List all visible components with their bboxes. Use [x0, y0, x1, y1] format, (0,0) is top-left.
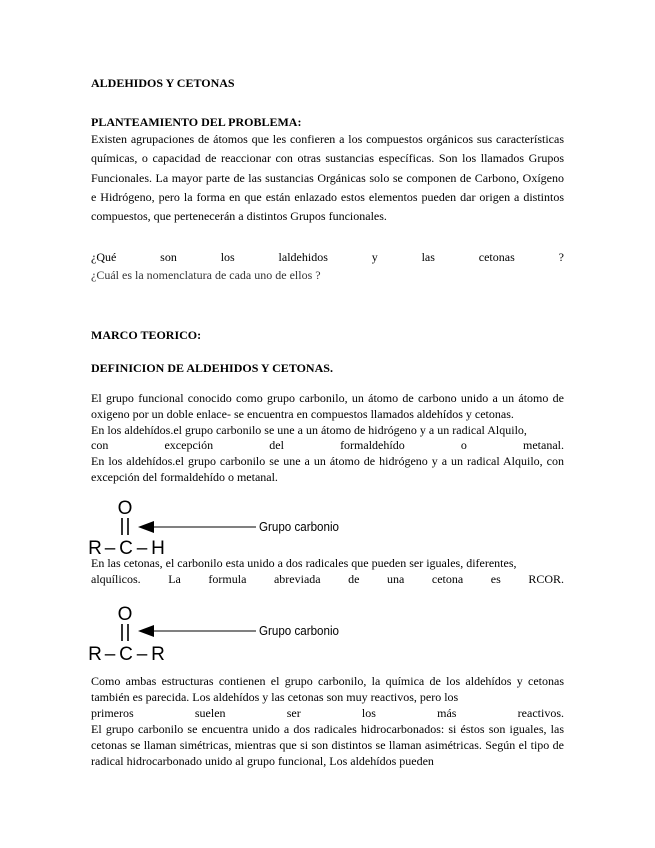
question-word: ¿Qué	[91, 250, 117, 264]
radical-r-atom: R	[151, 644, 165, 665]
planteamiento-paragraph: Existen agrupaciones de átomos que les confieren a los compuestos orgánicos sus características químicas, o capacidad de reaccionar con otras sustancias específicas. Son los llamados Grupos Funcionales. La mayor parte de las sustancias Orgánicas solo se componen de Carbono, Oxígeno e Hidrógeno, pero la forma en que están enlazado estos elementos pueden dar origen a distintos compuestos, que pertenecerán a distintos Grupos funcionales.	[91, 132, 564, 224]
planteamiento-heading: PLANTEAMIENTO DEL PROBLEMA:	[91, 115, 302, 129]
single-bond-dash: –	[136, 644, 148, 665]
arrow-head-icon	[138, 521, 154, 533]
question-word: laldehidos	[278, 250, 328, 264]
single-bond-dash: –	[136, 538, 148, 559]
marco-paragraph-5a: Como ambas estructuras contienen el grupo carbonilo, la química de los aldehídos y cetonas también es parecida. Los aldehídos y las cetonas son muy reactivos, pero los	[91, 674, 564, 704]
hydrogen-atom: H	[151, 538, 165, 559]
arrow-head-icon	[138, 625, 154, 637]
definicion-subheading: DEFINICION DE ALDEHIDOS Y CETONAS.	[91, 361, 333, 375]
question-line-2: ¿Cuál es la nomenclatura de cada uno de ellos ?	[91, 268, 321, 282]
question-word: y	[371, 250, 378, 264]
document-title: ALDEHIDOS Y CETONAS	[91, 76, 235, 90]
question-word: ?	[558, 250, 564, 264]
marco-paragraph-4a: En las cetonas, el carbonilo esta unido a dos radicales que pueden ser iguales, diferentes,	[91, 556, 517, 570]
marco-paragraph-4b: alquílicos. La formula abreviada de una cetona es RCOR.	[91, 572, 564, 586]
ketone-structure-diagram	[86, 598, 386, 668]
radical-r-atom: R	[88, 538, 102, 559]
carbon-atom: C	[119, 644, 133, 665]
carbon-atom: C	[119, 538, 133, 559]
single-bond-dash: –	[104, 538, 116, 559]
single-bond-dash: –	[104, 644, 116, 665]
question-word: los	[220, 250, 235, 264]
grupo-carbonilo-label: Grupo carbonio	[259, 623, 339, 638]
radical-r-atom: R	[88, 644, 102, 665]
question-word: cetonas	[478, 250, 515, 264]
marco-heading: MARCO TEORICO:	[91, 328, 202, 342]
marco-paragraph-6: El grupo carbonilo se encuentra unido a dos radicales hidrocarbonados: si éstos son iguales, las cetonas se llaman simétricas, mientras que si son distintos se llaman asimétricas. Según el tipo de radical hidrocarbonado unido al grupo funcional, Los aldehídos pueden	[91, 722, 564, 768]
grupo-carbonilo-label: Grupo carbonio	[259, 519, 339, 534]
marco-paragraph-2a: En los aldehídos.el grupo carbonilo se une a un átomo de hidrógeno y a un radical Alquilo,	[91, 423, 527, 437]
oxygen-atom: O	[117, 604, 133, 625]
marco-paragraph-3: En los aldehídos.el grupo carbonilo se une a un átomo de hidrógeno y a un radical Alquilo, con excepción del formaldehído o metanal.	[91, 454, 564, 484]
aldehyde-structure-diagram	[86, 492, 386, 562]
question-word: las	[421, 250, 435, 264]
marco-paragraph-2b: con excepción del formaldehído o metanal.	[91, 438, 564, 452]
marco-paragraph-5b: primeros suelen ser los más reactivos.	[91, 706, 564, 720]
question-line-1	[91, 250, 564, 265]
oxygen-atom: O	[117, 498, 133, 519]
marco-paragraph-1: El grupo funcional conocido como grupo carbonilo, un átomo de carbono unido a un átomo de oxigeno por un doble enlace- se encuentra en compuestos llamados aldehídos y cetonas.	[91, 391, 564, 421]
question-word: son	[160, 250, 177, 264]
